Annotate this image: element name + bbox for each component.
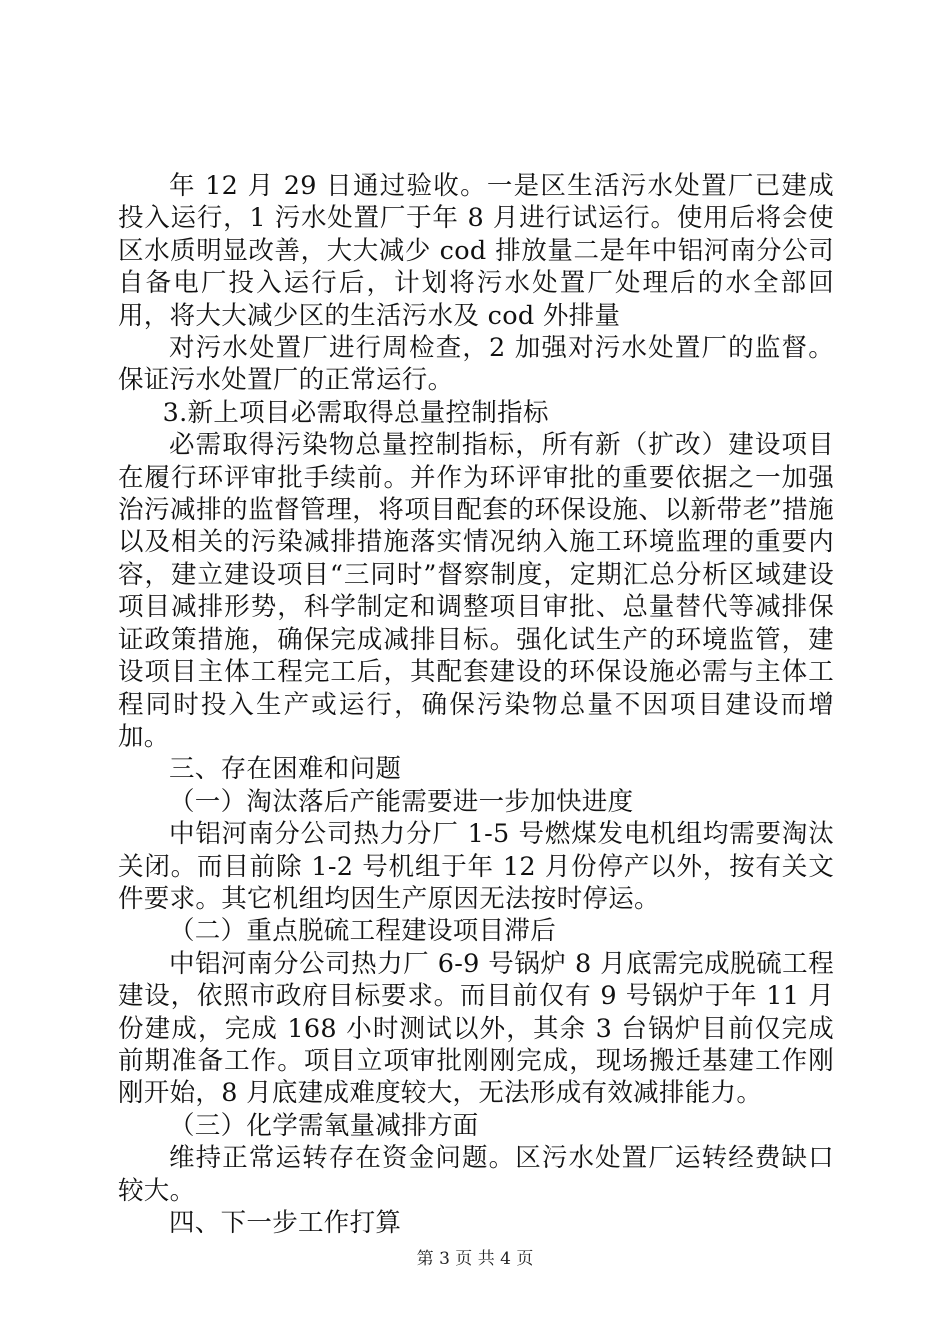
paragraph-weekly-inspection: 对污水处置厂进行周检查，2 加强对污水处置厂的监督。保证污水处置厂的正常运行。: [118, 333, 834, 396]
paragraph-total-control-indicators: 必需取得污染物总量控制指标，所有新（扩改）建设项目在履行环评审批手续前。并作为环评审批的重要依据之一加强治污减排的监督管理，将项目配套的环保设施、以新带老”措施以及相关的污染减排措施落实情况纳入施工环境监理的重要内容，建立建设项目“三同时”督察制度，定期汇总分析区域建设项目减排形势，科学制定和调整项目审批、总量替代等减排保证政策措施，确保完成减排目标。强化试生产的环境监管，建设项目主体工程完工后，其配套建设的环保设施必需与主体工程同时投入生产或运行，确保污染物总量不因项目建设而增加。: [118, 430, 834, 752]
subheading-eliminate-backward-capacity: （一）淘汰落后产能需要进一步加快进度: [169, 786, 634, 817]
paragraph-generator-units: 中铝河南分公司热力分厂 1-5 号燃煤发电机组均需要淘汰关闭。而目前除 1-2 号机组于年 12 月份停产以外，按有关文件要求。其它机组均因生产原因无法按时停运。: [118, 819, 834, 914]
page-number-footer: 第 3 页 共 4 页: [416, 1249, 534, 1269]
document-body: [118, 170, 834, 1239]
subheading-cod-reduction: （三）化学需氧量减排方面: [169, 1110, 479, 1141]
paragraph-boiler-desulfurization: 中铝河南分公司热力厂 6-9 号锅炉 8 月底需完成脱硫工程建设，依照市政府目标要求。而目前仅有 9 号锅炉于年 11 月份建成，完成 168 小时测试以外，其余 3 台锅炉目前仅完成前期准备工作。项目立项审批刚刚完成，现场搬迁基建工作刚刚开始，8 月底建成难度较大，无法形成有效减排能力。: [118, 948, 834, 1109]
section-heading-new-projects: 3.新上项目必需取得总量控制指标: [162, 397, 549, 428]
paragraph-funding-issue: 维持正常运转存在资金问题。区污水处置厂运转经费缺口较大。: [118, 1143, 834, 1206]
section-heading-difficulties: 三、存在困难和问题: [169, 754, 402, 785]
paragraph-sewage-plant-acceptance: 年 12 月 29 日通过验收。一是区生活污水处置厂已建成投入运行，1 污水处置厂于年 8 月进行试运行。使用后将会使区水质明显改善，大大减少 cod 排放量二是年中铝河南分公司自备电厂投入运行后，计划将污水处置厂处理后的水全部回用，将大大减少区的生活污水及 cod 外排量: [118, 171, 834, 331]
section-heading-next-steps: 四、下一步工作打算: [169, 1208, 402, 1238]
subheading-desulfurization-delay: （二）重点脱硫工程建设项目滞后: [169, 916, 557, 947]
